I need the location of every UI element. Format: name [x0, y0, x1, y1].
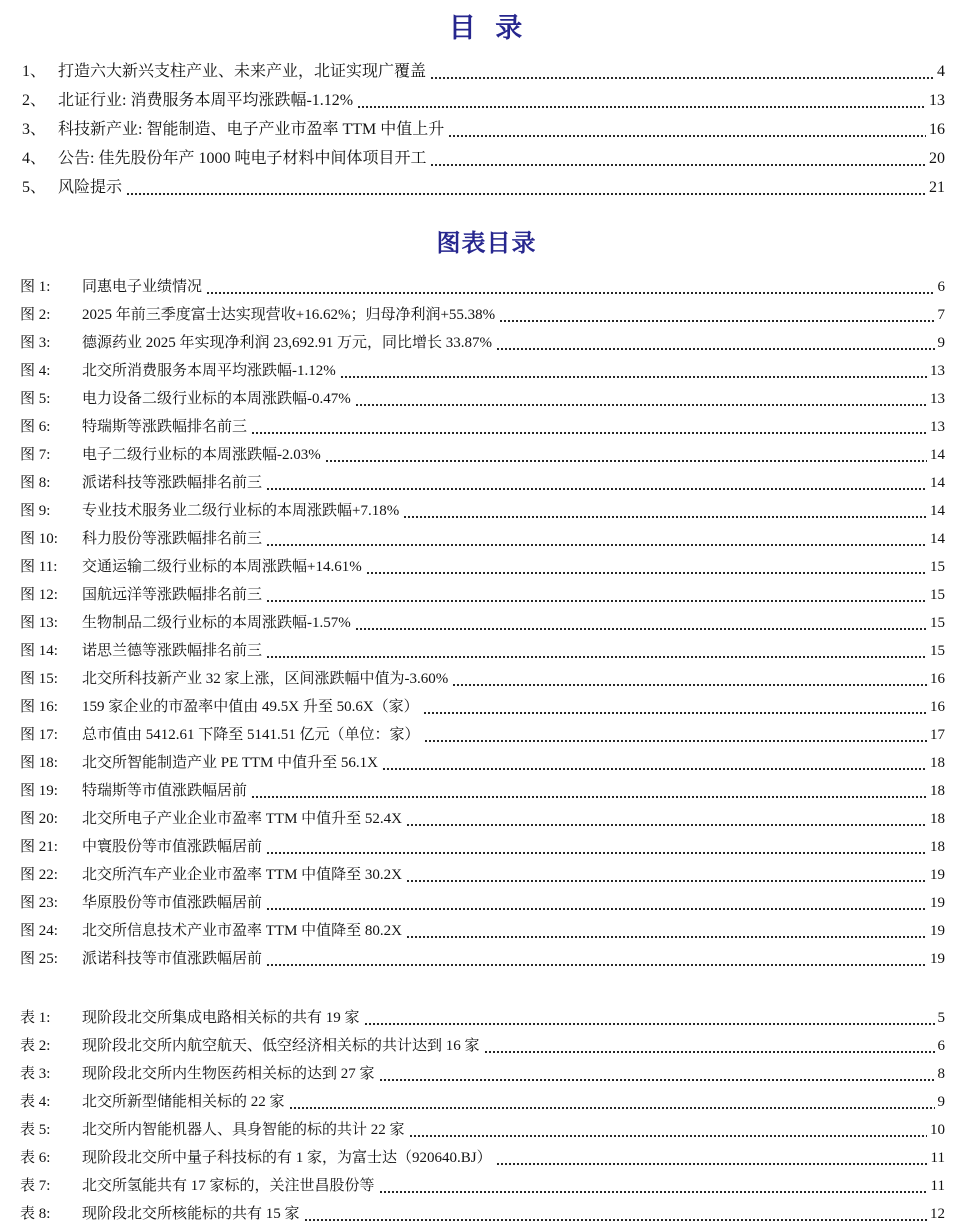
entry-label: 表 5: — [20, 1122, 51, 1138]
entry-title: 现阶段北交所中量子科技标的有 1 家，为富士达（920640.BJ） — [82, 1150, 492, 1166]
figure-entry[interactable] — [14, 721, 945, 749]
entry-page-number: 8 — [937, 1066, 945, 1082]
dot-leader — [406, 805, 927, 833]
figure-entry[interactable] — [14, 861, 945, 889]
entry-label: 2、 — [22, 92, 47, 109]
toc-entry[interactable] — [14, 115, 945, 144]
entry-label: 图 23: — [20, 895, 58, 911]
entry-label: 图 17: — [20, 727, 58, 743]
entry-label: 图 13: — [20, 615, 58, 631]
dot-leader — [355, 609, 927, 637]
dot-leader — [379, 1172, 928, 1200]
entry-title: 中寰股份等市值涨跌幅居前 — [82, 839, 263, 855]
entry-title: 特瑞斯等涨跌幅排名前三 — [82, 419, 248, 435]
dot-leader — [355, 385, 927, 413]
dot-leader — [499, 301, 934, 329]
entry-label: 图 24: — [20, 923, 58, 939]
entry-title: 现阶段北交所核能标的共有 15 家 — [82, 1206, 300, 1222]
toc-entry[interactable] — [14, 86, 945, 115]
entry-title: 同惠电子业绩情况 — [82, 279, 203, 295]
entry-page-number: 16 — [930, 671, 945, 687]
dot-leader — [379, 1060, 935, 1088]
entry-page-number: 14 — [930, 531, 945, 547]
entry-title: 现阶段北交所内生物医药相关标的达到 27 家 — [82, 1066, 375, 1082]
table-entry[interactable] — [14, 1032, 945, 1060]
entry-label: 4、 — [22, 150, 47, 167]
entry-title: 北交所消费服务本周平均涨跌幅-1.12% — [82, 363, 336, 379]
entry-label: 图 4: — [20, 363, 51, 379]
entry-page-number: 16 — [929, 121, 945, 138]
entry-label: 表 4: — [20, 1094, 51, 1110]
dot-leader — [406, 861, 927, 889]
entry-page-number: 20 — [929, 150, 945, 167]
figure-entry[interactable] — [14, 805, 945, 833]
entry-label: 图 9: — [20, 503, 51, 519]
entry-title: 电子二级行业标的本周涨跌幅-2.03% — [82, 447, 321, 463]
entry-page-number: 14 — [930, 447, 945, 463]
entry-title: 公告: 佳先股份年产 1000 吨电子材料中间体项目开工 — [58, 150, 427, 167]
dot-leader — [206, 273, 934, 301]
dot-leader — [266, 637, 927, 665]
table-entry[interactable] — [14, 1088, 945, 1116]
entry-page-number: 21 — [929, 179, 945, 196]
table-entry[interactable] — [14, 1060, 945, 1088]
tables-toc-list — [0, 1004, 973, 1228]
entry-title: 北交所智能制造产业 PE TTM 中值升至 56.1X — [82, 755, 378, 771]
entry-label: 图 3: — [20, 335, 51, 351]
dot-leader — [403, 497, 927, 525]
entry-page-number: 18 — [930, 839, 945, 855]
entry-title: 华原股份等市值涨跌幅居前 — [82, 895, 263, 911]
entry-page-number: 4 — [937, 63, 945, 80]
dot-leader — [409, 1116, 927, 1144]
entry-page-number: 14 — [930, 503, 945, 519]
entry-title: 北交所新型储能相关标的 22 家 — [82, 1094, 285, 1110]
table-entry[interactable] — [14, 1172, 945, 1200]
entry-title: 现阶段北交所集成电路相关标的共有 19 家 — [82, 1010, 360, 1026]
entry-label: 表 7: — [20, 1178, 51, 1194]
entry-page-number: 13 — [930, 419, 945, 435]
entry-title: 现阶段北交所内航空航天、低空经济相关标的共计达到 16 家 — [82, 1038, 480, 1054]
entry-title: 159 家企业的市盈率中值由 49.5X 升至 50.6X（家） — [82, 699, 419, 715]
toc-entry[interactable] — [14, 144, 945, 173]
entry-label: 图 7: — [20, 447, 51, 463]
dot-leader — [382, 749, 927, 777]
entry-title: 北交所氢能共有 17 家标的，关注世昌股份等 — [82, 1178, 375, 1194]
entry-page-number: 16 — [930, 699, 945, 715]
entry-title: 国航远洋等涨跌幅排名前三 — [82, 587, 263, 603]
entry-label: 图 21: — [20, 839, 58, 855]
figure-entry[interactable] — [14, 777, 945, 805]
figure-entry[interactable] — [14, 553, 945, 581]
dot-leader — [496, 1144, 928, 1172]
dot-leader — [366, 553, 927, 581]
figure-entry[interactable] — [14, 525, 945, 553]
toc-heading: 目 录 — [448, 13, 525, 43]
entry-label: 图 14: — [20, 643, 58, 659]
figures-toc-list — [0, 273, 973, 973]
entry-page-number: 19 — [930, 867, 945, 883]
dot-leader — [430, 144, 926, 173]
figure-entry[interactable] — [14, 693, 945, 721]
figure-entry[interactable] — [14, 637, 945, 665]
entry-title: 德源药业 2025 年实现净利润 23,692.91 万元，同比增长 33.87% — [82, 335, 492, 351]
entry-label: 表 1: — [20, 1010, 51, 1026]
dot-leader — [266, 945, 927, 973]
entry-label: 图 19: — [20, 783, 58, 799]
entry-title: 诺思兰德等涨跌幅排名前三 — [82, 643, 263, 659]
dot-leader — [364, 1004, 935, 1032]
entry-page-number: 6 — [937, 1038, 945, 1054]
entry-page-number: 15 — [930, 587, 945, 603]
entry-title: 科力股份等涨跌幅排名前三 — [82, 531, 263, 547]
dot-leader — [325, 441, 927, 469]
figure-entry[interactable] — [14, 497, 945, 525]
entry-label: 图 1: — [20, 279, 51, 295]
entry-label: 1、 — [22, 63, 47, 80]
figure-entry[interactable] — [14, 581, 945, 609]
entry-label: 图 15: — [20, 671, 58, 687]
figure-entry[interactable] — [14, 357, 945, 385]
entry-label: 图 11: — [20, 559, 58, 575]
dot-leader — [406, 917, 927, 945]
entry-title: 北证行业: 消费服务本周平均涨跌幅-1.12% — [58, 92, 354, 109]
entry-label: 图 2: — [20, 307, 51, 323]
entry-title: 电力设备二级行业标的本周涨跌幅-0.47% — [82, 391, 351, 407]
entry-title: 北交所汽车产业企业市盈率 TTM 中值降至 30.2X — [82, 867, 402, 883]
dot-leader — [251, 413, 927, 441]
entry-page-number: 14 — [930, 475, 945, 491]
entry-label: 图 20: — [20, 811, 58, 827]
entry-page-number: 15 — [930, 643, 945, 659]
entry-label: 表 6: — [20, 1150, 51, 1166]
entry-label: 图 10: — [20, 531, 58, 547]
dot-leader — [304, 1200, 927, 1228]
table-entry[interactable] — [14, 1116, 945, 1144]
entry-label: 表 8: — [20, 1206, 51, 1222]
entry-page-number: 9 — [937, 1094, 945, 1110]
entry-title: 科技新产业: 智能制造、电子产业市盈率 TTM 中值上升 — [58, 121, 445, 138]
entry-page-number: 15 — [930, 615, 945, 631]
dot-leader — [452, 665, 927, 693]
entry-title: 派诺科技等市值涨跌幅居前 — [82, 951, 263, 967]
figure-entry[interactable] — [14, 441, 945, 469]
entry-label: 图 5: — [20, 391, 51, 407]
figure-entry[interactable] — [14, 609, 945, 637]
entry-label: 图 18: — [20, 755, 58, 771]
dot-leader — [266, 525, 927, 553]
toc-entry[interactable] — [14, 57, 945, 86]
dot-leader — [266, 469, 927, 497]
figure-entry[interactable] — [14, 749, 945, 777]
entry-page-number: 18 — [930, 755, 945, 771]
entry-title: 北交所电子产业企业市盈率 TTM 中值升至 52.4X — [82, 811, 402, 827]
figure-entry[interactable] — [14, 665, 945, 693]
dot-leader — [430, 57, 934, 86]
entry-title: 生物制品二级行业标的本周涨跌幅-1.57% — [82, 615, 351, 631]
dot-leader — [126, 173, 926, 202]
entry-title: 风险提示 — [58, 179, 123, 196]
figure-entry[interactable] — [14, 469, 945, 497]
entry-page-number: 13 — [930, 391, 945, 407]
dot-leader — [266, 833, 927, 861]
entry-title: 总市值由 5412.61 下降至 5141.51 亿元（单位：家） — [82, 727, 420, 743]
entry-page-number: 10 — [930, 1122, 945, 1138]
entry-page-number: 9 — [937, 335, 945, 351]
figure-entry[interactable] — [14, 273, 945, 301]
entry-title: 北交所内智能机器人、具身智能的标的共计 22 家 — [82, 1122, 405, 1138]
entry-page-number: 19 — [930, 923, 945, 939]
dot-leader — [423, 693, 927, 721]
entry-label: 图 16: — [20, 699, 58, 715]
table-entry[interactable] — [14, 1004, 945, 1032]
dot-leader — [357, 86, 926, 115]
entry-title: 2025 年前三季度富士达实现营收+16.62%；归母净利润+55.38% — [82, 307, 496, 323]
entry-label: 表 3: — [20, 1066, 51, 1082]
entry-label: 图 25: — [20, 951, 58, 967]
figure-entry[interactable] — [14, 833, 945, 861]
dot-leader — [484, 1032, 935, 1060]
figure-entry[interactable] — [14, 889, 945, 917]
dot-leader — [266, 889, 927, 917]
entry-page-number: 13 — [929, 92, 945, 109]
entry-page-number: 13 — [930, 363, 945, 379]
entry-page-number: 12 — [930, 1206, 945, 1222]
entry-title: 专业技术服务业二级行业标的本周涨跌幅+7.18% — [82, 503, 400, 519]
dot-leader — [448, 115, 926, 144]
entry-page-number: 11 — [930, 1150, 945, 1166]
dot-leader — [496, 329, 935, 357]
entry-title: 交通运输二级行业标的本周涨跌幅+14.61% — [82, 559, 362, 575]
entry-page-number: 18 — [930, 783, 945, 799]
entry-title: 派诺科技等涨跌幅排名前三 — [82, 475, 263, 491]
entry-label: 图 12: — [20, 587, 58, 603]
entry-page-number: 7 — [937, 307, 945, 323]
entry-label: 图 8: — [20, 475, 51, 491]
dot-leader — [251, 777, 927, 805]
entry-page-number: 18 — [930, 811, 945, 827]
figure-entry[interactable] — [14, 917, 945, 945]
figure-entry[interactable] — [14, 413, 945, 441]
entry-title: 北交所信息技术产业市盈率 TTM 中值降至 80.2X — [82, 923, 402, 939]
figures-heading: 图表目录 — [436, 231, 537, 257]
entry-page-number: 19 — [930, 895, 945, 911]
entry-label: 图 22: — [20, 867, 58, 883]
table-entry[interactable] — [14, 1200, 945, 1228]
figure-entry[interactable] — [14, 945, 945, 973]
entry-page-number: 11 — [930, 1178, 945, 1194]
entry-page-number: 19 — [930, 951, 945, 967]
dot-leader — [289, 1088, 935, 1116]
entry-label: 5、 — [22, 179, 47, 196]
entry-page-number: 17 — [930, 727, 945, 743]
dot-leader — [340, 357, 927, 385]
entry-page-number: 6 — [937, 279, 945, 295]
entry-label: 表 2: — [20, 1038, 51, 1054]
figure-entry[interactable] — [14, 385, 945, 413]
entry-title: 打造六大新兴支柱产业、未来产业，北证实现广覆盖 — [58, 63, 427, 80]
toc-entry[interactable] — [14, 173, 945, 202]
table-entry[interactable] — [14, 1144, 945, 1172]
entry-title: 特瑞斯等市值涨跌幅居前 — [82, 783, 248, 799]
entry-page-number: 15 — [930, 559, 945, 575]
figure-entry[interactable] — [14, 329, 945, 357]
entry-label: 图 6: — [20, 419, 51, 435]
dot-leader — [424, 721, 927, 749]
figure-entry[interactable] — [14, 301, 945, 329]
dot-leader — [266, 581, 927, 609]
entry-label: 3、 — [22, 121, 47, 138]
entry-title: 北交所科技新产业 32 家上涨，区间涨跌幅中值为-3.60% — [82, 671, 449, 687]
main-toc-list — [0, 57, 973, 202]
entry-page-number: 5 — [937, 1010, 945, 1026]
